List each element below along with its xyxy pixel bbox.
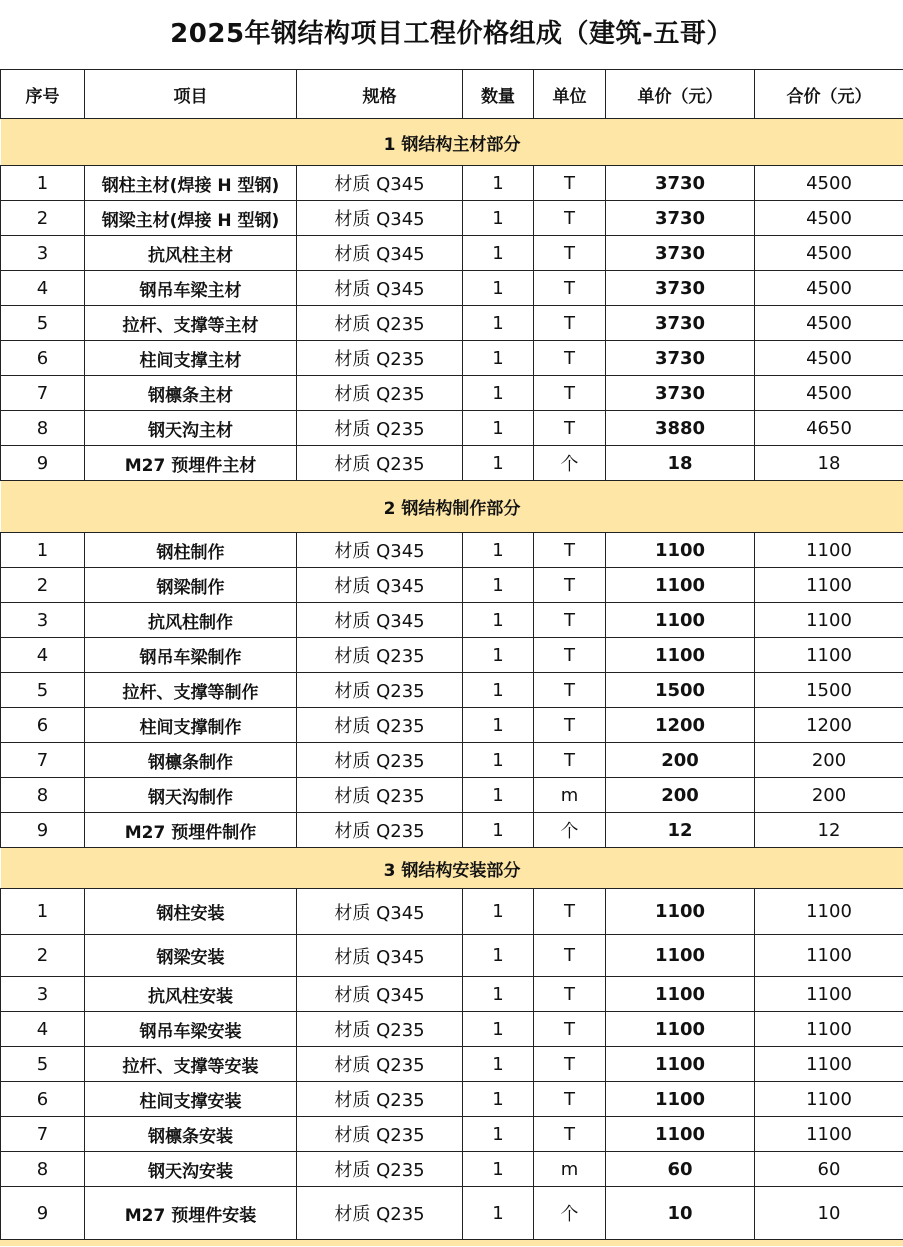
cell-qty: 1 [463,708,534,743]
cell-spec: 材质 Q345 [297,166,463,201]
cell-qty: 1 [463,201,534,236]
cell-spec: 材质 Q345 [297,935,463,977]
cell-no: 5 [1,673,85,708]
cell-no: 5 [1,1047,85,1082]
table-row [1,1117,903,1152]
cell-item: 钢檩条安装 [85,1117,297,1152]
cell-total-price: 1100 [755,1117,903,1152]
cell-no: 2 [1,568,85,603]
table-row [1,743,903,778]
cell-qty: 1 [463,778,534,813]
cell-total-price: 1100 [755,889,903,935]
cell-qty: 1 [463,935,534,977]
table-row [1,446,903,481]
cell-unit: T [534,889,606,935]
cell-total-price: 4650 [755,411,903,446]
cell-unit-price: 1100 [606,1117,755,1152]
cell-unit-price: 1100 [606,568,755,603]
cell-spec: 材质 Q235 [297,1187,463,1240]
cell-unit-price: 1100 [606,935,755,977]
table-row [1,1047,903,1082]
table-row [1,411,903,446]
section-row [1,848,903,889]
price-table [0,69,903,1240]
cell-total-price: 60 [755,1152,903,1187]
table-row [1,341,903,376]
cell-item: M27 预埋件制作 [85,813,297,848]
cell-total-price: 1100 [755,568,903,603]
cell-qty: 1 [463,271,534,306]
cell-no: 6 [1,708,85,743]
cell-qty: 1 [463,889,534,935]
cell-spec: 材质 Q235 [297,778,463,813]
table-row [1,638,903,673]
cell-spec: 材质 Q235 [297,673,463,708]
cell-no: 5 [1,306,85,341]
section-title: 3 钢结构安装部分 [1,848,903,889]
cell-item: 柱间支撑主材 [85,341,297,376]
cell-unit: T [534,411,606,446]
table-row [1,977,903,1012]
header-no: 序号 [1,70,85,119]
cell-unit: T [534,236,606,271]
table-row [1,1012,903,1047]
table-row [1,813,903,848]
cell-qty: 1 [463,1082,534,1117]
cell-unit-price: 10 [606,1187,755,1240]
cell-unit: T [534,306,606,341]
cell-item: 钢檩条制作 [85,743,297,778]
cell-spec: 材质 Q235 [297,708,463,743]
cell-spec: 材质 Q345 [297,533,463,568]
cell-qty: 1 [463,411,534,446]
cell-item: 钢柱安装 [85,889,297,935]
cell-spec: 材质 Q235 [297,813,463,848]
cell-unit-price: 200 [606,778,755,813]
cell-no: 2 [1,201,85,236]
cell-total-price: 4500 [755,271,903,306]
cell-unit-price: 12 [606,813,755,848]
section-row [1,481,903,533]
cell-unit-price: 3730 [606,166,755,201]
cell-unit: T [534,638,606,673]
cell-item: 钢吊车梁主材 [85,271,297,306]
cell-unit-price: 1500 [606,673,755,708]
table-row [1,271,903,306]
cell-no: 3 [1,603,85,638]
table-row [1,603,903,638]
cell-item: M27 预埋件主材 [85,446,297,481]
cell-qty: 1 [463,1117,534,1152]
cell-item: 抗风柱制作 [85,603,297,638]
cell-no: 7 [1,376,85,411]
table-row [1,568,903,603]
table-row [1,306,903,341]
cell-no: 9 [1,813,85,848]
cell-unit-price: 1100 [606,533,755,568]
header-row [1,70,903,119]
header-qty: 数量 [463,70,534,119]
table-body [1,119,903,1240]
cell-total-price: 4500 [755,201,903,236]
cell-unit: m [534,778,606,813]
cell-no: 3 [1,236,85,271]
cell-no: 3 [1,977,85,1012]
cell-qty: 1 [463,743,534,778]
cell-unit-price: 200 [606,743,755,778]
cell-unit: T [534,743,606,778]
cell-item: 拉杆、支撑等制作 [85,673,297,708]
cell-unit-price: 1100 [606,1012,755,1047]
cell-total-price: 4500 [755,166,903,201]
cell-spec: 材质 Q345 [297,236,463,271]
table-row [1,1082,903,1117]
cell-spec: 材质 Q345 [297,201,463,236]
cell-unit: T [534,533,606,568]
cell-unit: T [534,1082,606,1117]
header-total-price: 合价（元） [755,70,903,119]
cell-qty: 1 [463,568,534,603]
cell-item: 钢天沟制作 [85,778,297,813]
cell-unit-price: 1100 [606,889,755,935]
table-row [1,889,903,935]
cell-unit-price: 1100 [606,603,755,638]
cell-total-price: 12 [755,813,903,848]
cell-unit: T [534,271,606,306]
cell-item: 钢吊车梁制作 [85,638,297,673]
cell-spec: 材质 Q235 [297,306,463,341]
page-title: 2025年钢结构项目工程价格组成（建筑-五哥） [170,19,733,49]
cell-unit-price: 1200 [606,708,755,743]
table-row [1,935,903,977]
cell-total-price: 1100 [755,935,903,977]
cell-unit-price: 18 [606,446,755,481]
cell-item: 钢梁主材(焊接 H 型钢) [85,201,297,236]
cell-unit: T [534,1012,606,1047]
cell-item: 拉杆、支撑等主材 [85,306,297,341]
cell-no: 4 [1,271,85,306]
cell-item: 钢柱制作 [85,533,297,568]
cell-unit: T [534,1117,606,1152]
cell-total-price: 200 [755,743,903,778]
cell-spec: 材质 Q235 [297,1152,463,1187]
cell-qty: 1 [463,306,534,341]
cell-qty: 1 [463,1047,534,1082]
bottom-band [0,1240,903,1246]
cell-qty: 1 [463,1152,534,1187]
cell-spec: 材质 Q345 [297,977,463,1012]
cell-unit: T [534,376,606,411]
cell-no: 8 [1,411,85,446]
cell-spec: 材质 Q235 [297,638,463,673]
cell-spec: 材质 Q235 [297,743,463,778]
cell-unit: 个 [534,813,606,848]
cell-unit: T [534,673,606,708]
table-row [1,1187,903,1240]
cell-spec: 材质 Q345 [297,271,463,306]
cell-unit: 个 [534,1187,606,1240]
table-row [1,376,903,411]
cell-total-price: 1100 [755,1012,903,1047]
cell-unit-price: 3730 [606,236,755,271]
table-row [1,1152,903,1187]
table-row [1,778,903,813]
table-row [1,201,903,236]
cell-qty: 1 [463,638,534,673]
cell-total-price: 1100 [755,603,903,638]
cell-item: 拉杆、支撑等安装 [85,1047,297,1082]
cell-qty: 1 [463,603,534,638]
cell-no: 6 [1,341,85,376]
cell-unit-price: 60 [606,1152,755,1187]
table-row [1,673,903,708]
cell-qty: 1 [463,446,534,481]
cell-spec: 材质 Q235 [297,1117,463,1152]
section-row [1,119,903,166]
cell-item: 柱间支撑制作 [85,708,297,743]
cell-no: 7 [1,1117,85,1152]
cell-total-price: 1100 [755,638,903,673]
cell-unit-price: 3880 [606,411,755,446]
cell-spec: 材质 Q235 [297,1012,463,1047]
cell-unit-price: 1100 [606,977,755,1012]
cell-spec: 材质 Q345 [297,603,463,638]
cell-spec: 材质 Q235 [297,341,463,376]
cell-unit: T [534,201,606,236]
cell-item: 柱间支撑安装 [85,1082,297,1117]
cell-qty: 1 [463,977,534,1012]
cell-no: 9 [1,446,85,481]
cell-no: 7 [1,743,85,778]
header-item: 项目 [85,70,297,119]
table-row [1,236,903,271]
header-spec: 规格 [297,70,463,119]
cell-no: 2 [1,935,85,977]
cell-qty: 1 [463,166,534,201]
cell-spec: 材质 Q235 [297,376,463,411]
cell-qty: 1 [463,1012,534,1047]
cell-unit: T [534,341,606,376]
cell-unit: T [534,977,606,1012]
cell-unit-price: 1100 [606,1082,755,1117]
cell-unit-price: 3730 [606,271,755,306]
cell-unit: T [534,603,606,638]
cell-no: 8 [1,1152,85,1187]
cell-item: 钢吊车梁安装 [85,1012,297,1047]
cell-total-price: 1200 [755,708,903,743]
cell-item: 抗风柱安装 [85,977,297,1012]
cell-total-price: 10 [755,1187,903,1240]
cell-no: 4 [1,638,85,673]
cell-unit-price: 1100 [606,1047,755,1082]
cell-total-price: 1500 [755,673,903,708]
cell-item: 钢梁安装 [85,935,297,977]
cell-qty: 1 [463,533,534,568]
cell-qty: 1 [463,376,534,411]
table-row [1,708,903,743]
cell-qty: 1 [463,236,534,271]
cell-spec: 材质 Q345 [297,568,463,603]
header-unit: 单位 [534,70,606,119]
table-row [1,533,903,568]
cell-item: 钢檩条主材 [85,376,297,411]
cell-unit: T [534,166,606,201]
cell-unit: T [534,1047,606,1082]
cell-total-price: 18 [755,446,903,481]
cell-item: 钢柱主材(焊接 H 型钢) [85,166,297,201]
cell-spec: 材质 Q235 [297,411,463,446]
cell-unit-price: 3730 [606,201,755,236]
cell-unit: T [534,935,606,977]
cell-total-price: 4500 [755,341,903,376]
cell-item: 钢梁制作 [85,568,297,603]
cell-unit-price: 3730 [606,376,755,411]
cell-no: 9 [1,1187,85,1240]
cell-item: M27 预埋件安装 [85,1187,297,1240]
cell-qty: 1 [463,1187,534,1240]
cell-no: 8 [1,778,85,813]
cell-item: 钢天沟主材 [85,411,297,446]
cell-spec: 材质 Q345 [297,889,463,935]
cell-unit: 个 [534,446,606,481]
cell-no: 1 [1,889,85,935]
cell-item: 抗风柱主材 [85,236,297,271]
cell-total-price: 1100 [755,977,903,1012]
cell-total-price: 1100 [755,1082,903,1117]
cell-unit-price: 1100 [606,638,755,673]
cell-no: 6 [1,1082,85,1117]
header-unit-price: 单价（元） [606,70,755,119]
section-title: 2 钢结构制作部分 [1,481,903,533]
cell-item: 钢天沟安装 [85,1152,297,1187]
cell-spec: 材质 Q235 [297,1082,463,1117]
cell-unit-price: 3730 [606,306,755,341]
cell-unit-price: 3730 [606,341,755,376]
cell-qty: 1 [463,673,534,708]
cell-total-price: 4500 [755,306,903,341]
cell-total-price: 1100 [755,1047,903,1082]
cell-unit: T [534,708,606,743]
cell-no: 1 [1,166,85,201]
cell-spec: 材质 Q235 [297,446,463,481]
cell-qty: 1 [463,813,534,848]
cell-total-price: 1100 [755,533,903,568]
cell-total-price: 200 [755,778,903,813]
cell-no: 4 [1,1012,85,1047]
cell-unit: m [534,1152,606,1187]
cell-qty: 1 [463,341,534,376]
cell-unit: T [534,568,606,603]
section-title: 1 钢结构主材部分 [1,119,903,166]
cell-no: 1 [1,533,85,568]
cell-total-price: 4500 [755,236,903,271]
cell-spec: 材质 Q235 [297,1047,463,1082]
table-row [1,166,903,201]
cell-total-price: 4500 [755,376,903,411]
